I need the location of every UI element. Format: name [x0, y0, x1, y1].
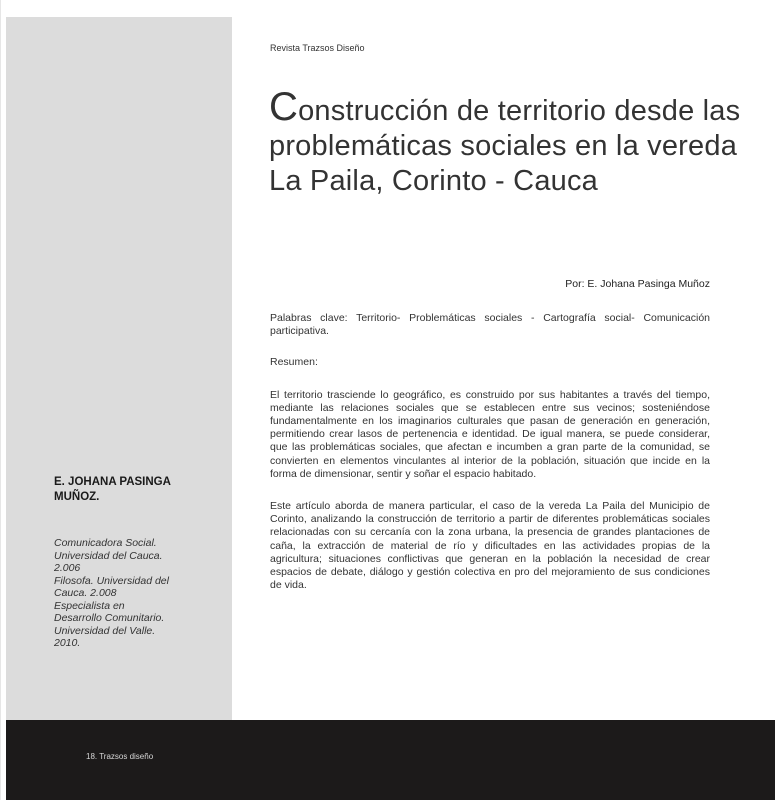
- sidebar-panel: [6, 17, 232, 720]
- page-edge-line: [0, 0, 1, 800]
- author-name: E. JOHANA PASINGA MUÑOZ.: [54, 476, 171, 503]
- page-number-label: 18. Trazsos diseño: [86, 752, 154, 761]
- abstract-paragraph-1: El territorio trasciende lo geográfico, es construido por sus habitantes a través del tiempo, mediante las relaciones sociales que se establecen entre sus vecinos; sosteniéndose fundamentalmente en los imaginarios culturales que pasan de generación en generación, permitiendo crear lasos de pertenencia e identidad. De igual manera, se puede considerar, que las problemáticas sociales, que afectan e incumben a gran parte de la comunidad, se convierten en elementos vinculantes al interior de la población, situación que incide en la forma de dimensionar, sentir y soñar el espacio habitado.: [270, 388, 710, 480]
- author-bio: Comunicadora Social. Universidad del Cauca. 2.006 Filosofa. Universidad del Cauca. 2.008 Especialista en Desarrollo Comunitario. Universidad del Valle. 2010.: [54, 537, 169, 649]
- title-initial: C: [269, 85, 299, 129]
- title-rest: onstrucción de territorio desde las problemáticas sociales en la vereda La Paila, Corinto - Cauca: [269, 95, 741, 197]
- author-block: [54, 475, 224, 650]
- resumen-heading: Resumen:: [270, 356, 318, 369]
- journal-label: Revista Trazsos Diseño: [270, 43, 365, 53]
- abstract-paragraph-2: Este artículo aborda de manera particular, el caso de la vereda La Paila del Municipio de Corinto, analizando la construcción de territorio a partir de diferentes problemáticas sociales relacionadas con su cercanía con la zona urbana, la presencia de grandes plantaciones de caña, la extracción de material de río y dificultades en las actividades propias de la agricultura; situaciones conflictivas que generan en la población la necesidad de crear espacios de debate, diálogo y gestión colectiva en pro del mejoramiento de sus condiciones de vida.: [270, 500, 710, 592]
- byline: Por: E. Johana Pasinga Muñoz: [565, 278, 710, 290]
- article-body: [270, 312, 710, 592]
- article-title: [269, 85, 749, 199]
- keywords: Palabras clave: Territorio- Problemáticas sociales - Cartografía social- Comunicación participativa.: [270, 312, 710, 338]
